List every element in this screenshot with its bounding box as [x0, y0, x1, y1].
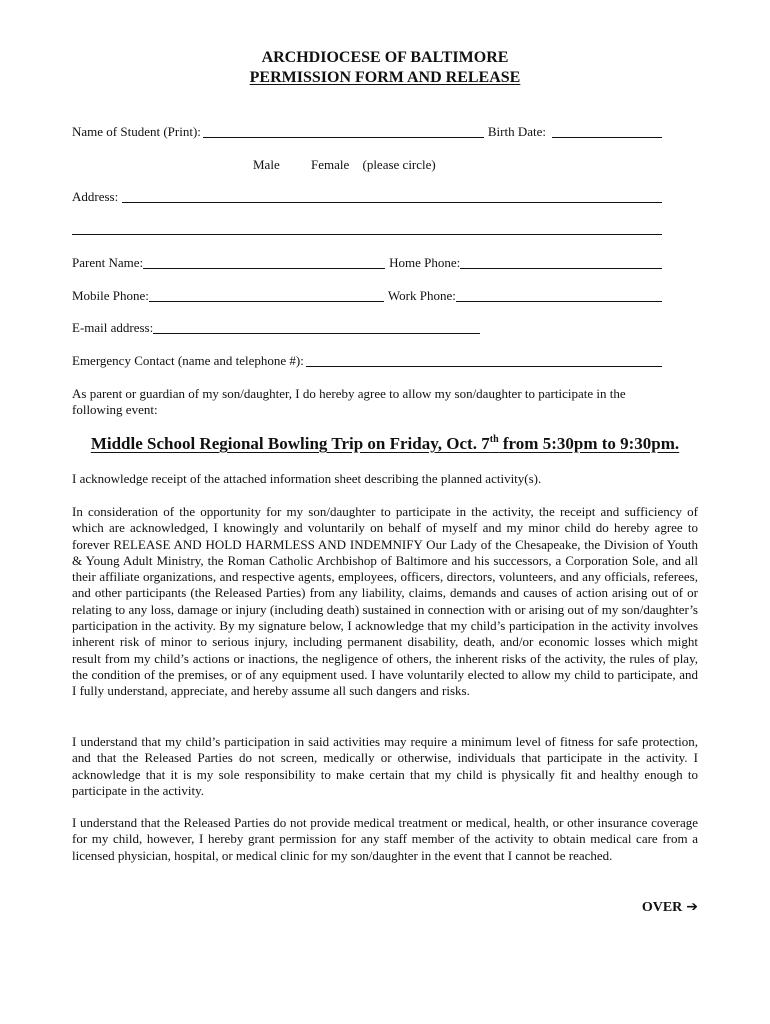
- gender-male-option[interactable]: Male: [253, 157, 280, 172]
- address-label: Address:: [72, 189, 119, 204]
- parent-row: [72, 255, 662, 271]
- home-phone-label: Home Phone:: [389, 255, 461, 270]
- gender-options: [253, 157, 436, 173]
- address-field-line2[interactable]: [72, 222, 662, 235]
- emergency-row: [72, 353, 662, 369]
- event-heading: [0, 433, 770, 455]
- event-date-suffix: th: [489, 434, 499, 445]
- address-row-2: [72, 222, 662, 237]
- birth-date-field[interactable]: [552, 125, 662, 138]
- fitness-paragraph: I understand that my child’s participation in said activities may require a minimum level of fitness for safe protection, and that the Released Parties do not screen, medically or otherwise, individuals that participate in the activity. I acknowledge that it is my sole responsibility to make certain that my child is physically fit and healthy enough to participate in the activity.: [72, 734, 698, 798]
- medical-paragraph: I understand that the Released Parties do not provide medical treatment or medical, health, or other insurance coverage for my child, however, I hereby grant permission for any staff member of the activity to obtain medical care from a licensed physician, hospital, or medical clinic for my son/daughter in the event that I cannot be reached.: [72, 815, 698, 863]
- form-title: [0, 69, 770, 87]
- form-title-text: PERMISSION FORM AND RELEASE: [249, 69, 521, 86]
- arrow-right-icon: ➔: [686, 899, 698, 915]
- event-title-main: Middle School Regional Bowling Trip on Friday, Oct. 7: [90, 434, 490, 453]
- phone-row: [72, 288, 662, 304]
- parent-name-label: Parent Name:: [72, 255, 144, 270]
- mobile-phone-label: Mobile Phone:: [72, 288, 149, 303]
- consent-intro: As parent or guardian of my son/daughter, I do hereby agree to allow my son/daughter to participate in the following event:: [72, 386, 626, 418]
- birth-date-label: Birth Date:: [487, 124, 546, 139]
- email-label: E-mail address:: [72, 320, 154, 335]
- work-phone-field[interactable]: [456, 289, 662, 302]
- gender-instruction: (please circle): [362, 157, 436, 172]
- student-name-row: [72, 124, 662, 140]
- email-row: [72, 320, 480, 336]
- event-title: [91, 434, 679, 453]
- event-title-time: from 5:30pm to 9:30pm.: [498, 434, 680, 453]
- work-phone-label: Work Phone:: [387, 288, 456, 303]
- gender-female-option[interactable]: Female: [310, 157, 350, 172]
- address-row: [72, 189, 662, 205]
- mobile-phone-field[interactable]: [149, 289, 384, 302]
- parent-name-field[interactable]: [143, 256, 385, 269]
- student-name-label: Name of Student (Print):: [72, 124, 201, 139]
- emergency-contact-field[interactable]: [306, 354, 662, 367]
- acknowledge-paragraph: I acknowledge receipt of the attached information sheet describing the planned activity(s).: [72, 471, 542, 486]
- release-paragraph: In consideration of the opportunity for my son/daughter to participate in the activity, the receipt and sufficiency of which are acknowledged, I knowingly and voluntarily on behalf of myself and my minor child do hereby agree to forever RELEASE AND HOLD HARMLESS AND INDEMNIFY Our Lady of the Chesapeake, the Division of Youth & Young Adult Ministry, the Roman Catholic Archbishop of Baltimore and his successors, a Corporation Sole, and all their affiliate organizations, and respective agents, employees, officers, directors, volunteers, and any officials, referees, and other participants (the Released Parties) from any liability, claims, demands and causes of action arising out of or relating to any loss, damage or injury (including death) sustained in connection with or arising out of my son/daughter’s participation in the activity. By my signature below, I acknowledge that my child’s participation in the activity involves inherent risk of minor to serious injury, including permanent disability, death, and/or economic losses which might result from my child’s actions or inactions, the negligence of others, the inherent risks of the activity, the rules of play, the condition of the premises, or of any equipment used. I have voluntarily elected to allow my child to participate, and I fully understand, appreciate, and hereby assume all such dangers and risks.: [72, 504, 698, 699]
- over-indicator: [642, 898, 698, 917]
- email-field[interactable]: [153, 321, 480, 334]
- organization-title: ARCHDIOCESE OF BALTIMORE: [261, 49, 509, 66]
- home-phone-field[interactable]: [460, 256, 662, 269]
- student-name-field[interactable]: [203, 125, 484, 138]
- address-field-line1[interactable]: [122, 190, 662, 203]
- emergency-contact-label: Emergency Contact (name and telephone #):: [72, 353, 304, 368]
- over-label: OVER: [641, 900, 683, 915]
